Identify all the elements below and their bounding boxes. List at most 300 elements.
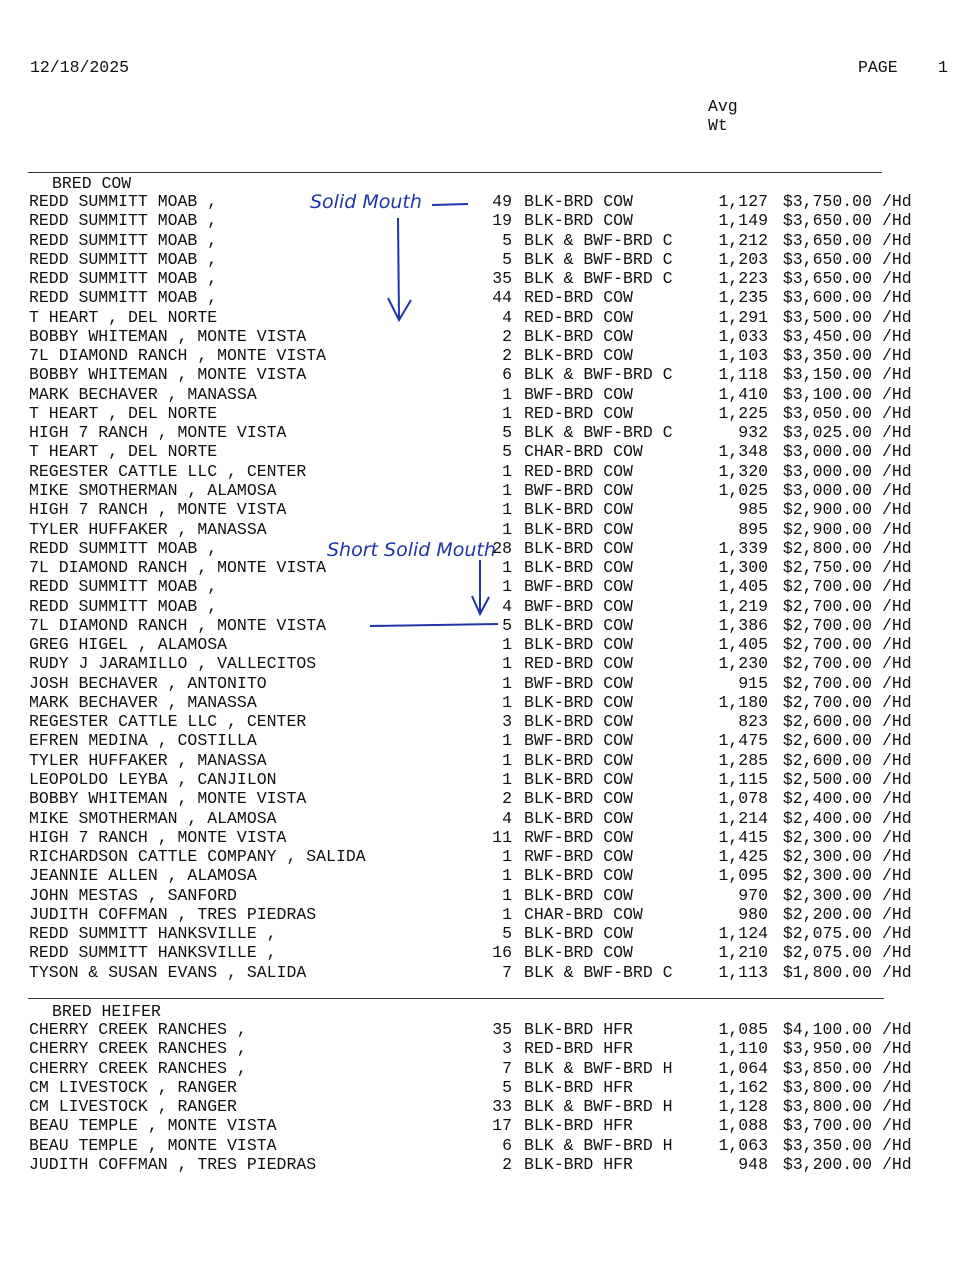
head-count-cell: 2 — [502, 346, 512, 366]
table-row — [0, 308, 980, 327]
wt-column-header: Wt — [708, 116, 728, 135]
table-row — [0, 770, 980, 789]
head-count-cell: 33 — [492, 1097, 512, 1117]
table-row — [0, 288, 980, 307]
price-cell: $2,400.00 — [782, 808, 872, 828]
price-cell: $3,000.00 — [782, 442, 872, 462]
price-cell: $3,050.00 — [782, 403, 872, 423]
seller-cell: REDD SUMMITT MOAB , — [29, 192, 218, 211]
head-count-cell: 1 — [502, 635, 512, 655]
avg-weight-cell: 1,127 — [718, 192, 768, 211]
avg-weight-cell: 1,124 — [718, 924, 768, 944]
seller-cell: 7L DIAMOND RANCH , MONTE VISTA — [29, 346, 327, 366]
table-row — [0, 597, 980, 616]
description-cell: BWF-BRD COW — [524, 577, 633, 597]
table-row — [0, 943, 980, 962]
avg-weight-cell: 1,088 — [718, 1116, 768, 1136]
table-row — [0, 674, 980, 693]
price-unit-cell: /Hd — [882, 519, 912, 539]
table-row — [0, 1116, 980, 1135]
table-row — [0, 192, 980, 211]
table-row — [0, 1078, 980, 1097]
head-count-cell: 1 — [502, 731, 512, 751]
price-unit-cell: /Hd — [882, 288, 912, 308]
price-unit-cell: /Hd — [882, 1020, 912, 1039]
head-count-cell: 3 — [502, 1039, 512, 1059]
table-row — [0, 462, 980, 481]
seller-cell: CM LIVESTOCK , RANGER — [29, 1097, 237, 1117]
table-row — [0, 1136, 980, 1155]
head-count-cell: 1 — [502, 847, 512, 867]
avg-weight-cell: 1,223 — [718, 269, 768, 289]
price-unit-cell: /Hd — [882, 827, 912, 847]
price-unit-cell: /Hd — [882, 346, 912, 366]
table-row — [0, 1097, 980, 1116]
price-unit-cell: /Hd — [882, 249, 912, 269]
price-cell: $3,650.00 — [782, 211, 872, 231]
price-cell: $2,075.00 — [782, 924, 872, 944]
head-count-cell: 5 — [502, 423, 512, 443]
avg-weight-cell: 1,291 — [718, 307, 768, 327]
table-row — [0, 365, 980, 384]
price-unit-cell: /Hd — [882, 731, 912, 751]
head-count-cell: 1 — [502, 577, 512, 597]
table-row — [0, 442, 980, 461]
seller-cell: REGESTER CATTLE LLC , CENTER — [29, 461, 307, 481]
avg-weight-cell: 823 — [738, 712, 768, 732]
price-unit-cell: /Hd — [882, 789, 912, 809]
head-count-cell: 1 — [502, 750, 512, 770]
seller-cell: CHERRY CREEK RANCHES , — [29, 1039, 247, 1059]
head-count-cell: 35 — [492, 269, 512, 289]
head-count-cell: 5 — [502, 442, 512, 462]
seller-cell: T HEART , DEL NORTE — [29, 307, 218, 327]
description-cell: BLK-BRD COW — [524, 943, 633, 963]
avg-weight-cell: 1,415 — [718, 827, 768, 847]
price-unit-cell: /Hd — [882, 1058, 912, 1078]
avg-weight-cell: 1,118 — [718, 365, 768, 385]
seller-cell: REDD SUMMITT HANKSVILLE , — [29, 943, 277, 963]
head-count-cell: 1 — [502, 885, 512, 905]
price-cell: $2,700.00 — [782, 673, 872, 693]
head-count-cell: 1 — [502, 654, 512, 674]
table-row — [0, 712, 980, 731]
table-row — [0, 269, 980, 288]
table-row — [0, 404, 980, 423]
bred-cow-rows — [0, 192, 980, 982]
avg-weight-cell: 1,300 — [718, 558, 768, 578]
seller-cell: TYLER HUFFAKER , MANASSA — [29, 750, 267, 770]
price-unit-cell: /Hd — [882, 211, 912, 231]
price-unit-cell: /Hd — [882, 461, 912, 481]
description-cell: BWF-BRD COW — [524, 673, 633, 693]
head-count-cell: 7 — [502, 1058, 512, 1078]
description-cell: BLK & BWF-BRD H — [524, 1097, 673, 1117]
price-cell: $3,700.00 — [782, 1116, 872, 1136]
avg-weight-cell: 948 — [738, 1154, 768, 1174]
seller-cell: CHERRY CREEK RANCHES , — [29, 1058, 247, 1078]
price-unit-cell: /Hd — [882, 269, 912, 289]
avg-weight-cell: 1,405 — [718, 635, 768, 655]
description-cell: BLK & BWF-BRD C — [524, 230, 673, 250]
description-cell: BLK & BWF-BRD H — [524, 1135, 673, 1155]
seller-cell: MIKE SMOTHERMAN , ALAMOSA — [29, 808, 277, 828]
head-count-cell: 3 — [502, 712, 512, 732]
description-cell: BLK & BWF-BRD C — [524, 269, 673, 289]
seller-cell: JEANNIE ALLEN , ALAMOSA — [29, 866, 257, 886]
avg-weight-cell: 1,025 — [718, 480, 768, 500]
head-count-cell: 1 — [502, 461, 512, 481]
seller-cell: T HEART , DEL NORTE — [29, 442, 218, 462]
description-cell: BLK-BRD COW — [524, 866, 633, 886]
price-unit-cell: /Hd — [882, 962, 912, 982]
description-cell: RED-BRD HFR — [524, 1039, 633, 1059]
description-cell: BLK & BWF-BRD H — [524, 1058, 673, 1078]
description-cell: BLK-BRD COW — [524, 712, 633, 732]
avg-weight-cell: 1,033 — [718, 326, 768, 346]
head-count-cell: 44 — [492, 288, 512, 308]
seller-cell: REDD SUMMITT MOAB , — [29, 249, 218, 269]
price-cell: $2,700.00 — [782, 654, 872, 674]
head-count-cell: 28 — [492, 538, 512, 558]
price-unit-cell: /Hd — [882, 307, 912, 327]
seller-cell: REGESTER CATTLE LLC , CENTER — [29, 712, 307, 732]
seller-cell: REDD SUMMITT MOAB , — [29, 211, 218, 231]
head-count-cell: 1 — [502, 769, 512, 789]
page-number: 1 — [938, 58, 948, 77]
price-unit-cell: /Hd — [882, 442, 912, 462]
description-cell: BLK-BRD COW — [524, 346, 633, 366]
table-row — [0, 963, 980, 982]
table-row — [0, 789, 980, 808]
avg-weight-cell: 932 — [738, 423, 768, 443]
table-row — [0, 346, 980, 365]
avg-weight-cell: 980 — [738, 904, 768, 924]
avg-weight-cell: 1,095 — [718, 866, 768, 886]
table-row — [0, 616, 980, 635]
seller-cell: GREG HIGEL , ALAMOSA — [29, 635, 228, 655]
price-cell: $2,600.00 — [782, 750, 872, 770]
head-count-cell: 1 — [502, 692, 512, 712]
description-cell: BLK-BRD HFR — [524, 1154, 633, 1174]
annotation-solid-mouth: Solid Mouth — [310, 191, 422, 213]
avg-weight-cell: 1,115 — [718, 769, 768, 789]
seller-cell: TYLER HUFFAKER , MANASSA — [29, 519, 267, 539]
avg-weight-cell: 915 — [738, 673, 768, 693]
description-cell: BLK-BRD COW — [524, 192, 633, 211]
description-cell: BLK-BRD COW — [524, 211, 633, 231]
price-cell: $2,500.00 — [782, 769, 872, 789]
description-cell: RED-BRD COW — [524, 403, 633, 423]
head-count-cell: 5 — [502, 924, 512, 944]
description-cell: BLK-BRD COW — [524, 924, 633, 944]
price-unit-cell: /Hd — [882, 692, 912, 712]
price-unit-cell: /Hd — [882, 654, 912, 674]
description-cell: BWF-BRD COW — [524, 384, 633, 404]
price-unit-cell: /Hd — [882, 577, 912, 597]
seller-cell: T HEART , DEL NORTE — [29, 403, 218, 423]
head-count-cell: 2 — [502, 1154, 512, 1174]
seller-cell: BOBBY WHITEMAN , MONTE VISTA — [29, 365, 307, 385]
price-unit-cell: /Hd — [882, 847, 912, 867]
description-cell: BLK-BRD COW — [524, 558, 633, 578]
avg-weight-cell: 1,386 — [718, 615, 768, 635]
price-cell: $3,450.00 — [782, 326, 872, 346]
avg-weight-cell: 1,128 — [718, 1097, 768, 1117]
avg-weight-cell: 1,064 — [718, 1058, 768, 1078]
avg-weight-cell: 1,180 — [718, 692, 768, 712]
table-row — [0, 385, 980, 404]
bred-heifer-rows — [0, 1020, 980, 1174]
head-count-cell: 1 — [502, 500, 512, 520]
section-divider — [28, 998, 884, 999]
seller-cell: HIGH 7 RANCH , MONTE VISTA — [29, 500, 287, 520]
seller-cell: BEAU TEMPLE , MONTE VISTA — [29, 1135, 277, 1155]
price-cell: $3,100.00 — [782, 384, 872, 404]
price-unit-cell: /Hd — [882, 943, 912, 963]
avg-weight-cell: 1,285 — [718, 750, 768, 770]
avg-weight-cell: 1,425 — [718, 847, 768, 867]
seller-cell: REDD SUMMITT MOAB , — [29, 269, 218, 289]
head-count-cell: 4 — [502, 596, 512, 616]
price-unit-cell: /Hd — [882, 192, 912, 211]
price-cell: $2,900.00 — [782, 519, 872, 539]
seller-cell: JUDITH COFFMAN , TRES PIEDRAS — [29, 904, 317, 924]
description-cell: BWF-BRD COW — [524, 596, 633, 616]
price-cell: $3,950.00 — [782, 1039, 872, 1059]
avg-weight-cell: 1,405 — [718, 577, 768, 597]
table-row — [0, 423, 980, 442]
avg-weight-cell: 1,113 — [718, 962, 768, 982]
description-cell: BLK & BWF-BRD C — [524, 249, 673, 269]
price-unit-cell: /Hd — [882, 769, 912, 789]
description-cell: BLK-BRD COW — [524, 519, 633, 539]
description-cell: BLK-BRD COW — [524, 615, 633, 635]
table-row — [0, 751, 980, 770]
table-row — [0, 211, 980, 230]
table-row — [0, 866, 980, 885]
description-cell: RED-BRD COW — [524, 307, 633, 327]
section-title-bred-cow: BRED COW — [52, 174, 132, 193]
avg-weight-cell: 1,348 — [718, 442, 768, 462]
price-unit-cell: /Hd — [882, 384, 912, 404]
price-cell: $3,000.00 — [782, 480, 872, 500]
price-cell: $2,600.00 — [782, 712, 872, 732]
annotation-short-solid-mouth: Short Solid Mouth — [327, 539, 496, 561]
table-row — [0, 905, 980, 924]
description-cell: CHAR-BRD COW — [524, 442, 643, 462]
seller-cell: BOBBY WHITEMAN , MONTE VISTA — [29, 789, 307, 809]
seller-cell: MARK BECHAVER , MANASSA — [29, 384, 257, 404]
avg-weight-cell: 970 — [738, 885, 768, 905]
table-row — [0, 520, 980, 539]
price-cell: $3,650.00 — [782, 230, 872, 250]
description-cell: BLK-BRD COW — [524, 538, 633, 558]
table-row — [0, 886, 980, 905]
price-unit-cell: /Hd — [882, 924, 912, 944]
head-count-cell: 1 — [502, 403, 512, 423]
seller-cell: LEOPOLDO LEYBA , CANJILON — [29, 769, 277, 789]
price-unit-cell: /Hd — [882, 1154, 912, 1174]
table-row — [0, 847, 980, 866]
price-unit-cell: /Hd — [882, 365, 912, 385]
seller-cell: BOBBY WHITEMAN , MONTE VISTA — [29, 326, 307, 346]
seller-cell: TYSON & SUSAN EVANS , SALIDA — [29, 962, 307, 982]
price-unit-cell: /Hd — [882, 403, 912, 423]
table-row — [0, 558, 980, 577]
head-count-cell: 1 — [502, 384, 512, 404]
head-count-cell: 19 — [492, 211, 512, 231]
price-cell: $3,350.00 — [782, 346, 872, 366]
seller-cell: CM LIVESTOCK , RANGER — [29, 1077, 237, 1097]
head-count-cell: 5 — [502, 615, 512, 635]
price-cell: $3,650.00 — [782, 269, 872, 289]
description-cell: BLK-BRD HFR — [524, 1077, 633, 1097]
table-row — [0, 1039, 980, 1058]
price-unit-cell: /Hd — [882, 480, 912, 500]
head-count-cell: 6 — [502, 1135, 512, 1155]
price-unit-cell: /Hd — [882, 1039, 912, 1059]
price-cell: $2,200.00 — [782, 904, 872, 924]
seller-cell: REDD SUMMITT MOAB , — [29, 577, 218, 597]
table-row — [0, 1155, 980, 1174]
table-row — [0, 231, 980, 250]
description-cell: BWF-BRD COW — [524, 731, 633, 751]
table-row — [0, 635, 980, 654]
table-row — [0, 693, 980, 712]
avg-weight-cell: 1,078 — [718, 789, 768, 809]
head-count-cell: 1 — [502, 866, 512, 886]
description-cell: BLK & BWF-BRD C — [524, 423, 673, 443]
description-cell: BLK-BRD COW — [524, 769, 633, 789]
price-cell: $2,700.00 — [782, 635, 872, 655]
seller-cell: REDD SUMMITT MOAB , — [29, 596, 218, 616]
price-cell: $2,700.00 — [782, 577, 872, 597]
avg-weight-cell: 1,410 — [718, 384, 768, 404]
price-cell: $2,700.00 — [782, 692, 872, 712]
table-row — [0, 809, 980, 828]
table-row — [0, 654, 980, 673]
price-unit-cell: /Hd — [882, 885, 912, 905]
description-cell: BLK-BRD HFR — [524, 1020, 633, 1039]
price-cell: $2,400.00 — [782, 789, 872, 809]
avg-weight-cell: 1,110 — [718, 1039, 768, 1059]
seller-cell: MIKE SMOTHERMAN , ALAMOSA — [29, 480, 277, 500]
description-cell: BWF-BRD COW — [524, 480, 633, 500]
table-row — [0, 1059, 980, 1078]
head-count-cell: 1 — [502, 904, 512, 924]
avg-weight-cell: 1,339 — [718, 538, 768, 558]
table-row — [0, 731, 980, 750]
avg-weight-cell: 1,212 — [718, 230, 768, 250]
description-cell: BLK-BRD COW — [524, 692, 633, 712]
seller-cell: CHERRY CREEK RANCHES , — [29, 1020, 247, 1039]
price-cell: $3,025.00 — [782, 423, 872, 443]
seller-cell: JOHN MESTAS , SANFORD — [29, 885, 237, 905]
avg-weight-cell: 1,149 — [718, 211, 768, 231]
price-unit-cell: /Hd — [882, 423, 912, 443]
price-unit-cell: /Hd — [882, 712, 912, 732]
table-row — [0, 481, 980, 500]
price-cell: $3,650.00 — [782, 249, 872, 269]
description-cell: BLK-BRD COW — [524, 808, 633, 828]
seller-cell: REDD SUMMITT MOAB , — [29, 230, 218, 250]
head-count-cell: 4 — [502, 307, 512, 327]
head-count-cell: 11 — [492, 827, 512, 847]
avg-weight-cell: 1,203 — [718, 249, 768, 269]
head-count-cell: 2 — [502, 326, 512, 346]
avg-weight-cell: 1,085 — [718, 1020, 768, 1039]
price-cell: $3,850.00 — [782, 1058, 872, 1078]
head-count-cell: 1 — [502, 480, 512, 500]
price-cell: $4,100.00 — [782, 1020, 872, 1039]
avg-weight-cell: 985 — [738, 500, 768, 520]
avg-weight-cell: 1,210 — [718, 943, 768, 963]
description-cell: BLK & BWF-BRD C — [524, 962, 673, 982]
price-cell: $2,075.00 — [782, 943, 872, 963]
price-unit-cell: /Hd — [882, 326, 912, 346]
avg-weight-cell: 1,063 — [718, 1135, 768, 1155]
avg-weight-cell: 1,103 — [718, 346, 768, 366]
description-cell: CHAR-BRD COW — [524, 904, 643, 924]
seller-cell: RUDY J JARAMILLO , VALLECITOS — [29, 654, 317, 674]
description-cell: BLK-BRD COW — [524, 885, 633, 905]
report-date: 12/18/2025 — [30, 58, 130, 77]
price-cell: $2,300.00 — [782, 866, 872, 886]
head-count-cell: 35 — [492, 1020, 512, 1039]
table-row — [0, 924, 980, 943]
price-cell: $3,200.00 — [782, 1154, 872, 1174]
head-count-cell: 5 — [502, 230, 512, 250]
table-row — [0, 539, 980, 558]
price-cell: $3,000.00 — [782, 461, 872, 481]
price-unit-cell: /Hd — [882, 1116, 912, 1136]
seller-cell: 7L DIAMOND RANCH , MONTE VISTA — [29, 558, 327, 578]
section-divider — [28, 172, 882, 173]
description-cell: BLK-BRD COW — [524, 326, 633, 346]
price-cell: $3,800.00 — [782, 1097, 872, 1117]
section-title-bred-heifer: BRED HEIFER — [52, 1002, 161, 1021]
page-label: PAGE — [858, 58, 898, 77]
description-cell: RED-BRD COW — [524, 288, 633, 308]
price-unit-cell: /Hd — [882, 1077, 912, 1097]
table-row — [0, 500, 980, 519]
price-unit-cell: /Hd — [882, 596, 912, 616]
description-cell: BLK-BRD COW — [524, 750, 633, 770]
price-unit-cell: /Hd — [882, 500, 912, 520]
avg-weight-cell: 895 — [738, 519, 768, 539]
price-cell: $2,700.00 — [782, 596, 872, 616]
price-cell: $2,700.00 — [782, 615, 872, 635]
price-cell: $2,300.00 — [782, 885, 872, 905]
avg-weight-cell: 1,214 — [718, 808, 768, 828]
seller-cell: JUDITH COFFMAN , TRES PIEDRAS — [29, 1154, 317, 1174]
price-cell: $2,600.00 — [782, 731, 872, 751]
price-unit-cell: /Hd — [882, 673, 912, 693]
seller-cell: EFREN MEDINA , COSTILLA — [29, 731, 257, 751]
description-cell: BLK-BRD COW — [524, 500, 633, 520]
table-row — [0, 577, 980, 596]
head-count-cell: 1 — [502, 519, 512, 539]
head-count-cell: 5 — [502, 249, 512, 269]
price-cell: $2,900.00 — [782, 500, 872, 520]
head-count-cell: 16 — [492, 943, 512, 963]
price-cell: $2,300.00 — [782, 827, 872, 847]
price-cell: $3,150.00 — [782, 365, 872, 385]
table-row — [0, 250, 980, 269]
price-cell: $2,800.00 — [782, 538, 872, 558]
price-unit-cell: /Hd — [882, 904, 912, 924]
